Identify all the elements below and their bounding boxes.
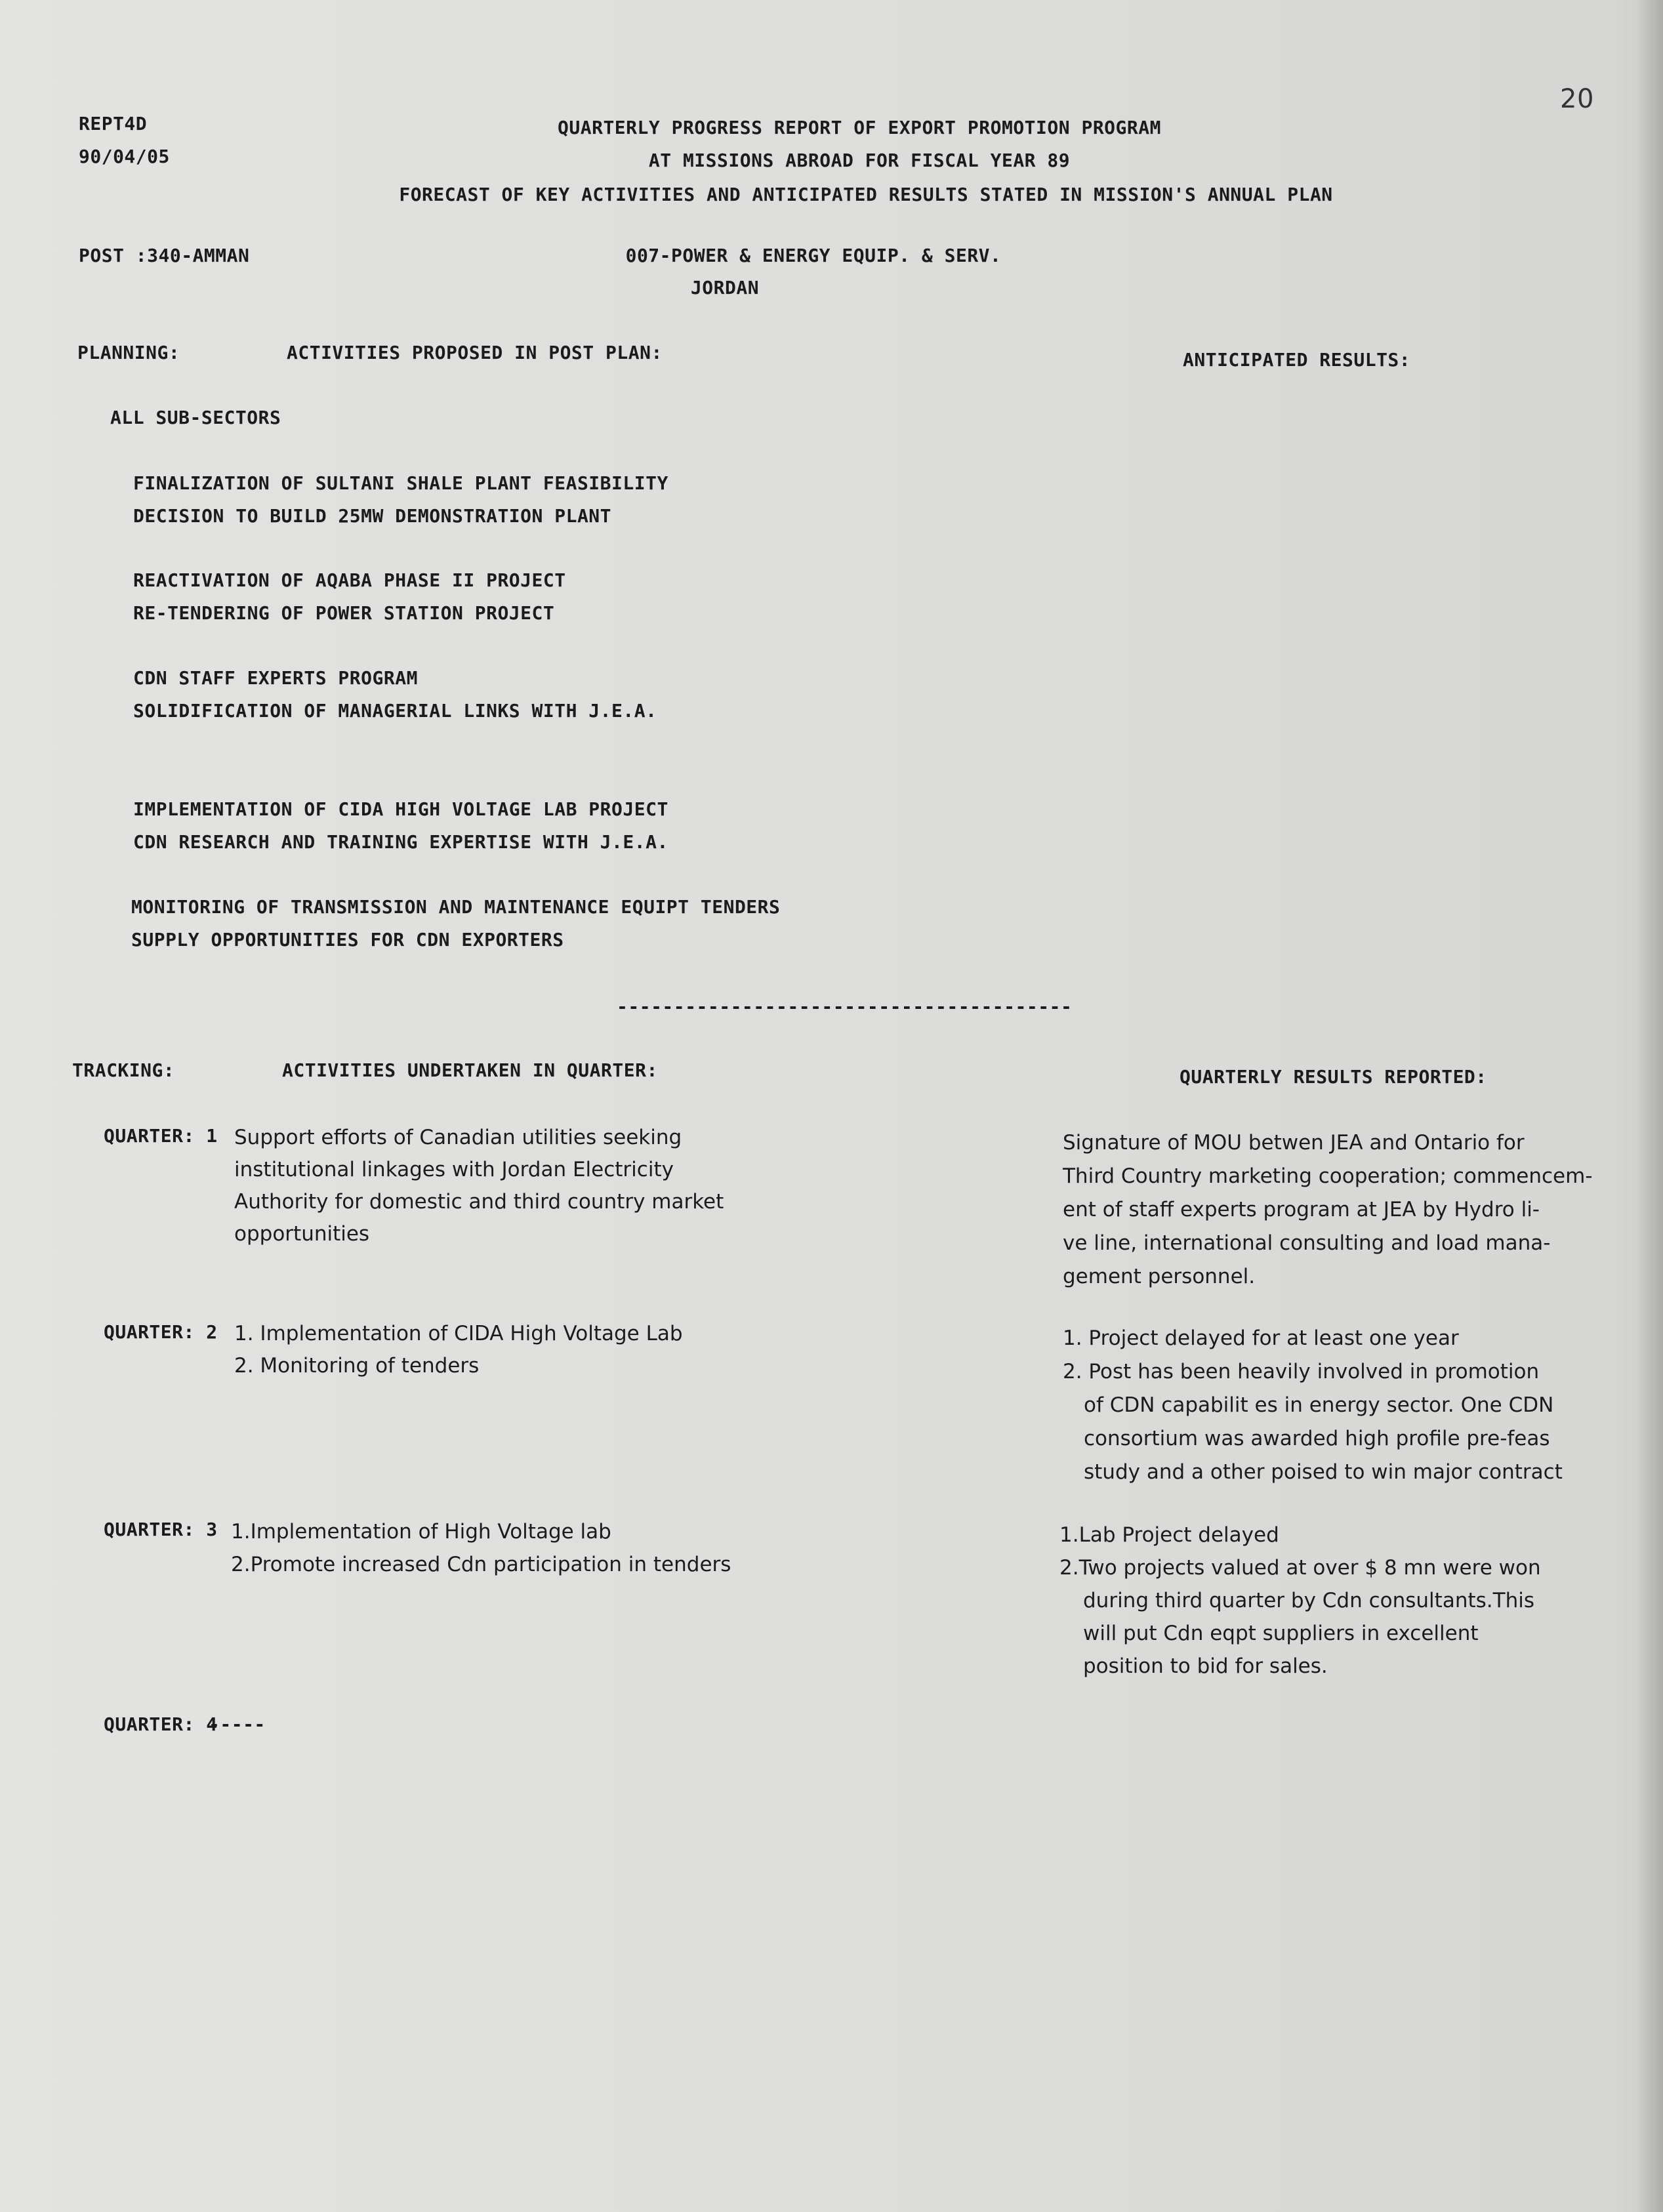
planning-label: PLANNING: (77, 342, 180, 363)
report-id: REPT4D (79, 113, 148, 134)
quarter-3-result-line: position to bid for sales. (1083, 1654, 1328, 1678)
quarter-1-result-line: ve line, international consulting and load mana- (1063, 1231, 1551, 1255)
report-title-line1: QUARTERLY PROGRESS REPORT OF EXPORT PROMOTION PROGRAM (558, 117, 1161, 138)
quarter-1-activity-line: institutional linkages with Jordan Electricity (234, 1158, 674, 1181)
quarter-3-result-line: 2.Two projects valued at over $ 8 mn were won (1059, 1556, 1541, 1580)
tracking-activities-heading: ACTIVITIES UNDERTAKEN IN QUARTER: (282, 1059, 658, 1081)
page-edge-shadow (1637, 0, 1663, 2212)
quarter-1-activity-line: Support efforts of Canadian utilities seeking (234, 1126, 682, 1149)
quarter-3-results (1059, 1519, 1541, 1683)
quarter-2-activity-line: 2. Monitoring of tenders (234, 1354, 480, 1378)
planning-item-2-line1: REACTIVATION OF AQABA PHASE II PROJECT (133, 569, 566, 591)
quarter-3-result-line: 1.Lab Project delayed (1059, 1523, 1279, 1547)
quarter-3-activity-line: 2.Promote increased Cdn participation in tenders (231, 1553, 731, 1576)
quarter-1-activity-line: opportunities (234, 1222, 370, 1246)
page-number: 20 (1560, 84, 1594, 114)
planning-item-3-line1: CDN STAFF EXPERTS PROGRAM (133, 667, 418, 689)
planning-item-4-line2: CDN RESEARCH AND TRAINING EXPERTISE WITH J.E.A. (133, 831, 668, 853)
quarter-1-result-line: Signature of MOU betwen JEA and Ontario for (1063, 1131, 1525, 1155)
quarter-3-label: QUARTER: 3 (104, 1519, 218, 1540)
quarter-3-activities (231, 1515, 731, 1581)
quarter-2-result-line: study and a other poised to win major contract (1084, 1460, 1563, 1484)
sector-label: 007-POWER & ENERGY EQUIP. & SERV. (625, 245, 1002, 266)
anticipated-results-heading: ANTICIPATED RESULTS: (1183, 349, 1411, 371)
subsector-label: ALL SUB-SECTORS (110, 407, 281, 428)
quarter-1-result-line: ent of staff experts program at JEA by Hydro li- (1063, 1198, 1540, 1221)
planning-item-4-line1: IMPLEMENTATION OF CIDA HIGH VOLTAGE LAB PROJECT (133, 798, 668, 820)
quarter-1-result-line: gement personnel. (1063, 1265, 1256, 1288)
quarter-2-result-line: 1. Project delayed for at least one year (1063, 1326, 1459, 1350)
report-title-line2: AT MISSIONS ABROAD FOR FISCAL YEAR 89 (648, 150, 1071, 171)
quarter-4-label: QUARTER: 4 (104, 1713, 218, 1735)
planning-item-5-line1: MONITORING OF TRANSMISSION AND MAINTENANCE EQUIPT TENDERS (131, 896, 781, 918)
country-label: JORDAN (690, 277, 760, 298)
quarter-1-activities (234, 1122, 724, 1250)
planning-activities-heading: ACTIVITIES PROPOSED IN POST PLAN: (287, 342, 663, 363)
report-title-line3: FORECAST OF KEY ACTIVITIES AND ANTICIPATED RESULTS STATED IN MISSION'S ANNUAL PLAN (399, 184, 1333, 205)
planning-item-3-line2: SOLIDIFICATION OF MANAGERIAL LINKS WITH J.E.A. (133, 700, 657, 722)
report-date: 90/04/05 (79, 146, 170, 167)
planning-item-2-line2: RE-TENDERING OF POWER STATION PROJECT (133, 602, 555, 624)
quarter-2-result-line: consortium was awarded high profile pre-feas (1084, 1427, 1550, 1450)
quarter-1-label: QUARTER: 1 (104, 1125, 218, 1147)
quarter-3-result-line: during third quarter by Cdn consultants.This (1083, 1589, 1534, 1612)
quarterly-results-heading: QUARTERLY RESULTS REPORTED: (1180, 1066, 1487, 1088)
quarter-1-activity-line: Authority for domestic and third country market (234, 1190, 724, 1214)
quarter-1-result-line: Third Country marketing cooperation; commencem- (1063, 1164, 1593, 1188)
quarter-1-results (1063, 1126, 1593, 1294)
quarter-4-activities: ----- (209, 1713, 266, 1735)
quarter-3-activity-line: 1.Implementation of High Voltage lab (231, 1520, 611, 1544)
quarter-2-results (1063, 1322, 1563, 1489)
post-label: POST :340-AMMAN (79, 245, 250, 266)
planning-item-1-line1: FINALIZATION OF SULTANI SHALE PLANT FEASIBILITY (133, 472, 668, 494)
quarter-3-result-line: will put Cdn eqpt suppliers in excellent (1083, 1622, 1479, 1645)
planning-item-1-line2: DECISION TO BUILD 25MW DEMONSTRATION PLANT (133, 505, 612, 527)
quarter-2-result-line: of CDN capabilit es in energy sector. One CDN (1084, 1393, 1554, 1417)
quarter-2-activity-line: 1. Implementation of CIDA High Voltage Lab (234, 1322, 683, 1345)
planning-item-5-line2: SUPPLY OPPORTUNITIES FOR CDN EXPORTERS (131, 929, 564, 951)
quarter-2-result-line: 2. Post has been heavily involved in promotion (1063, 1360, 1540, 1383)
section-divider: ---------------------------------------- (617, 996, 1073, 1017)
quarter-2-activities (234, 1318, 683, 1382)
tracking-label: TRACKING: (72, 1059, 175, 1081)
quarter-2-label: QUARTER: 2 (104, 1321, 218, 1343)
